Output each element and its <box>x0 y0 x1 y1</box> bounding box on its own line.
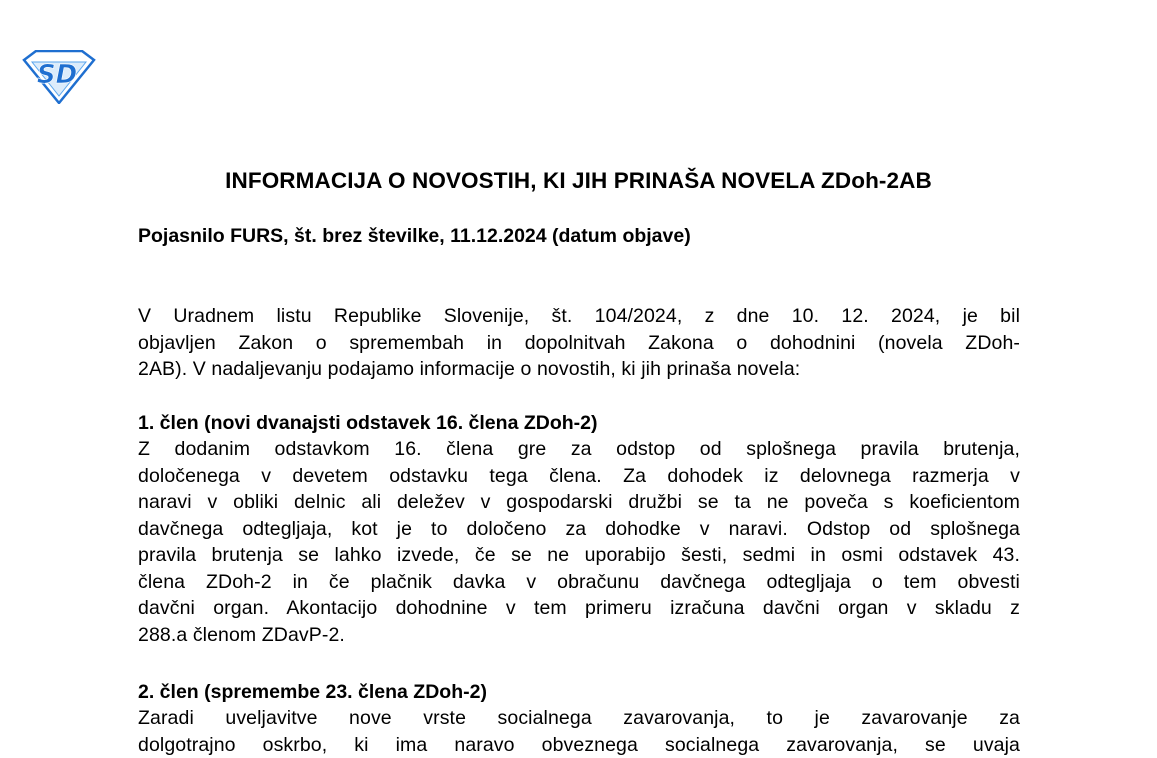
paragraph-line: naravi v obliki delnic ali deležev v gospodarski družbi se ta ne poveča s koeficientom <box>138 489 1020 516</box>
paragraph-line: člena ZDoh-2 in če plačnik davka v obračunu davčnega odtegljaja o tem obvesti <box>138 569 1020 596</box>
paragraph-line: določenega v devetem odstavku tega člena. Za dohodek iz delovnega razmerja v <box>138 463 1020 490</box>
section-heading: 1. člen (novi dvanajsti odstavek 16. člena ZDoh-2) <box>138 410 597 436</box>
section-paragraph <box>138 436 1020 648</box>
section-heading: 2. člen (spremembe 23. člena ZDoh-2) <box>138 679 487 705</box>
document-title: INFORMACIJA O NOVOSTIH, KI JIH PRINAŠA NOVELA ZDoh-2AB <box>0 166 1157 196</box>
logo-icon <box>22 50 96 104</box>
paragraph-line: 288.a členom ZDavP-2. <box>138 622 1020 649</box>
paragraph-line: davčnega odtegljaja, kot je to določeno za dohodke v naravi. Odstop od splošnega <box>138 516 1020 543</box>
intro-line: 2AB). V nadaljevanju podajamo informacije o novostih, ki jih prinaša novela: <box>138 356 1020 383</box>
intro-paragraph <box>138 303 1020 383</box>
intro-line: V Uradnem listu Republike Slovenije, št. 104/2024, z dne 10. 12. 2024, je bil <box>138 303 1020 330</box>
paragraph-line: dolgotrajno oskrbo, ki ima naravo obveznega socialnega zavarovanja, se uvaja <box>138 732 1020 758</box>
paragraph-line: Z dodanim odstavkom 16. člena gre za odstop od splošnega pravila brutenja, <box>138 436 1020 463</box>
paragraph-line: pravila brutenja se lahko izvede, če se ne uporabijo šesti, sedmi in osmi odstavek 43. <box>138 542 1020 569</box>
intro-line: objavljen Zakon o spremembah in dopolnitvah Zakona o dohodnini (novela ZDoh- <box>138 330 1020 357</box>
section-paragraph <box>138 705 1020 758</box>
paragraph-line: davčni organ. Akontacijo dohodnine v tem primeru izračuna davčni organ v skladu z <box>138 595 1020 622</box>
paragraph-line: Zaradi uveljavitve nove vrste socialnega zavarovanja, to je zavarovanje za <box>138 705 1020 732</box>
svg-text:SD: SD <box>37 60 77 90</box>
document-subtitle: Pojasnilo FURS, št. brez številke, 11.12.2024 (datum objave) <box>138 223 691 249</box>
